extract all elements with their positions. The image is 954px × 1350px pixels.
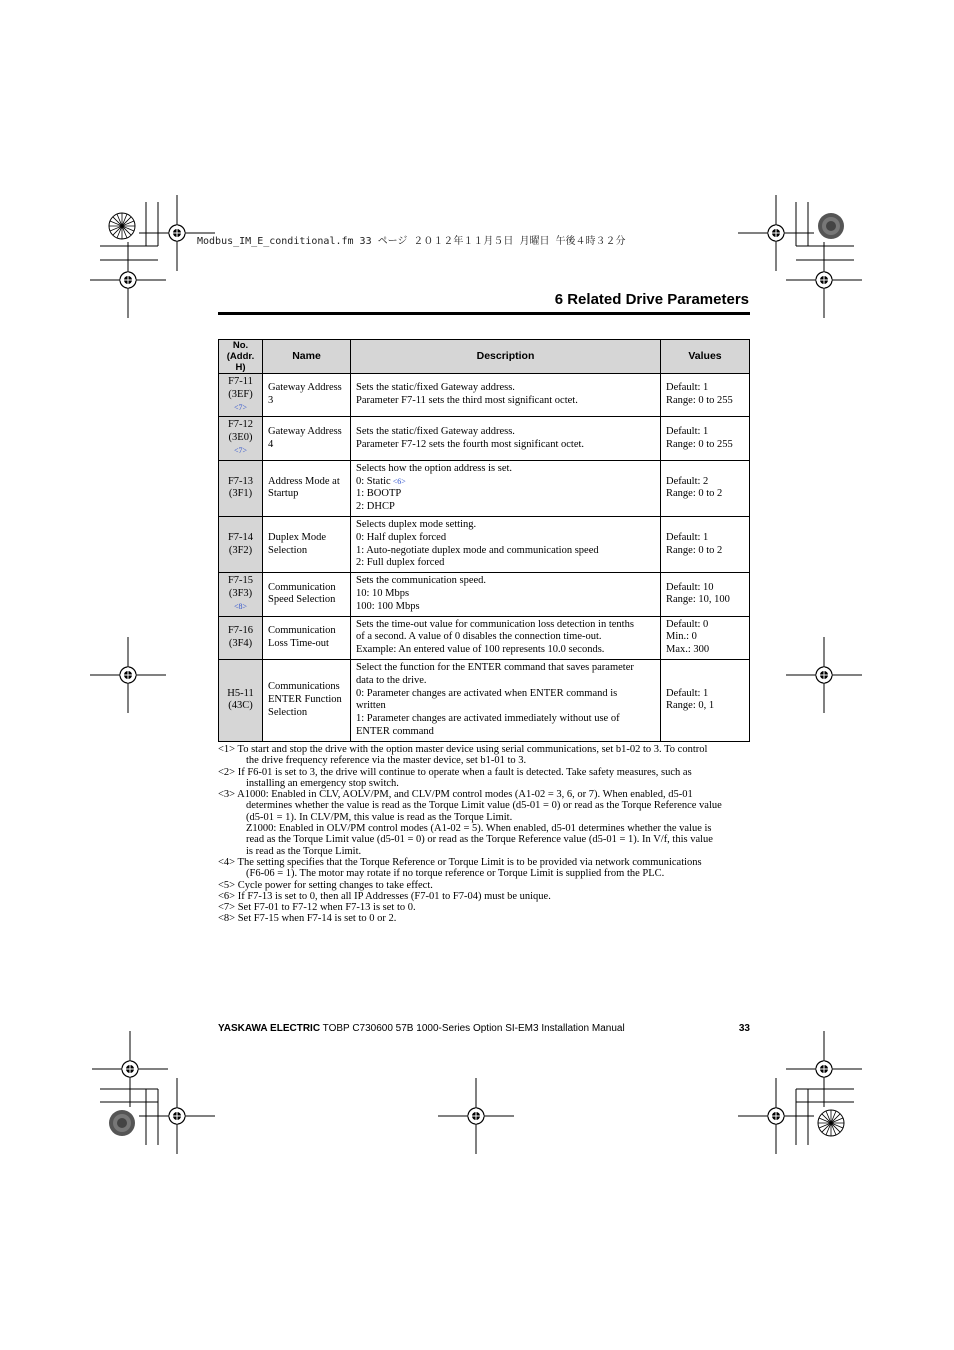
param-number-cell xyxy=(219,516,263,572)
param-name-cell-line: Gateway Address xyxy=(268,425,342,437)
param-description-cell-line: Selects how the option address is set. xyxy=(356,462,513,474)
param-values-cell xyxy=(661,374,750,417)
param-description-cell-line: ENTER command xyxy=(356,726,434,738)
table-body xyxy=(219,374,750,742)
param-name-cell-line: Communications xyxy=(268,681,340,693)
param-description-cell-line: 0: Static <6> xyxy=(356,475,406,487)
param-number-cell xyxy=(219,417,263,460)
param-values-cell xyxy=(661,573,750,616)
param-values-cell xyxy=(661,460,750,516)
table-header-row xyxy=(219,340,750,374)
table-row xyxy=(219,417,750,460)
param-number-cell xyxy=(219,374,263,417)
param-values-cell-line: Range: 0 to 2 xyxy=(666,488,723,500)
footnote-line: <4> The setting specifies that the Torque Reference or Torque Limit is to be provided via network communications xyxy=(218,856,702,868)
param-address: (3F1) xyxy=(228,488,253,500)
param-name-cell xyxy=(263,460,351,516)
param-name-cell xyxy=(263,374,351,417)
section-title: 6 Related Drive Parameters xyxy=(554,291,749,308)
description-reference-link[interactable]: <6> xyxy=(390,476,406,486)
param-number: F7-12 xyxy=(227,419,254,431)
param-description-cell xyxy=(351,516,661,572)
footnote xyxy=(218,744,750,767)
table-row xyxy=(219,516,750,572)
param-name-cell-line: ENTER Function xyxy=(268,694,342,706)
param-number: H5-11 xyxy=(227,687,254,699)
param-name-cell xyxy=(263,616,351,659)
footnote xyxy=(218,767,750,790)
param-description-cell-line: Sets the time-out value for communication loss detection in tenths xyxy=(356,618,634,630)
footnote-line: <8> Set F7-15 when F7-14 is set to 0 or 2. xyxy=(218,913,397,925)
param-description-cell-line: data to the drive. xyxy=(356,674,427,686)
param-description-cell-line: written xyxy=(356,700,386,712)
param-description-cell xyxy=(351,659,661,741)
param-values-cell-line: Range: 0 to 255 xyxy=(666,438,733,450)
param-description-cell-line: Parameter F7-11 sets the third most significant octet. xyxy=(356,395,578,407)
param-values-cell-line: Range: 0 to 255 xyxy=(666,395,733,407)
param-name-cell-line: Loss Time-out xyxy=(268,637,329,649)
param-values-cell xyxy=(661,659,750,741)
footnote-line: Z1000: Enabled in OLV/PM control modes (A1-02 = 5). When enabled, d5-01 determines whether the value is xyxy=(246,823,712,835)
param-reference-link[interactable]: <7> xyxy=(233,445,248,455)
param-number: F7-11 xyxy=(228,376,253,387)
param-name-cell xyxy=(263,417,351,460)
param-address: (3E0) xyxy=(228,432,253,444)
param-description-cell-line: 0: Half duplex forced xyxy=(356,531,447,543)
footnote-line: <7> Set F7-01 to F7-12 when F7-13 is set to 0. xyxy=(218,902,416,914)
param-description-cell-line: of a second. A value of 0 disables the connection time-out. xyxy=(356,631,602,643)
param-description-cell xyxy=(351,460,661,516)
param-values-cell-line: Range: 0 to 2 xyxy=(666,544,723,556)
param-values-cell-line: Default: 2 xyxy=(666,475,709,487)
footnote-line: (d5-01 = 1). In CLV/PM, this value is read as the Torque Limit. xyxy=(246,811,513,823)
header-name: Name xyxy=(263,340,351,374)
param-name-cell xyxy=(263,516,351,572)
param-address: (43C) xyxy=(228,700,253,712)
param-number-cell xyxy=(219,659,263,741)
header-no xyxy=(219,340,263,374)
header-no-label: No. xyxy=(232,340,249,351)
footnote-line: determines whether the value is read as the Torque Limit value (d5-01 = 0) or read as the Torque Reference value xyxy=(246,800,722,812)
param-description-cell-line: Sets the static/fixed Gateway address. xyxy=(356,425,515,437)
param-values-cell-line: Min.: 0 xyxy=(666,631,697,643)
footnote xyxy=(218,913,750,924)
param-number-cell xyxy=(219,616,263,659)
footnotes xyxy=(218,744,750,925)
param-values-cell-line: Max.: 300 xyxy=(666,644,710,656)
param-description-cell-line: 2: DHCP xyxy=(356,501,395,513)
param-number: F7-15 xyxy=(227,575,254,587)
param-address: (3F3) xyxy=(228,587,253,599)
header-values: Values xyxy=(661,340,750,374)
table-row xyxy=(219,573,750,616)
param-name-cell-line: Gateway Address xyxy=(268,382,342,394)
footnote xyxy=(218,880,750,891)
table-row xyxy=(219,616,750,659)
page-number: 33 xyxy=(738,1023,750,1034)
param-description-cell-line: Select the function for the ENTER command that saves parameter xyxy=(356,662,634,674)
param-reference-link[interactable]: <7> xyxy=(233,402,248,412)
param-address: (3F4) xyxy=(228,637,253,649)
footnote-line: is read as the Torque Limit. xyxy=(246,845,362,857)
param-values-cell xyxy=(661,417,750,460)
param-number-cell xyxy=(219,573,263,616)
table-row xyxy=(219,374,750,417)
param-name-cell-line: Duplex Mode xyxy=(268,531,327,543)
param-number: F7-16 xyxy=(227,624,254,636)
param-values-cell xyxy=(661,516,750,572)
footnote-line: <3> A1000: Enabled in CLV, AOLV/PM, and CLV/PM control modes (A1-02 = 3, 6, or 7). When enabled, d5-01 xyxy=(218,789,693,801)
param-name-cell-line: Communication xyxy=(268,624,336,636)
param-address: (3EF) xyxy=(228,388,253,400)
param-number-cell xyxy=(219,460,263,516)
param-description-cell-line: Selects duplex mode setting. xyxy=(356,518,477,530)
footer-brand: YASKAWA ELECTRIC xyxy=(218,1023,321,1034)
footer-doc: TOBP C730600 57B 1000-Series Option SI-EM3 Installation Manual xyxy=(322,1023,625,1034)
footnote-line: <2> If F6-01 is set to 3, the drive will continue to operate when a fault is detected. Take safety measures, such as xyxy=(218,766,692,778)
param-name-cell-line: 4 xyxy=(268,438,274,450)
param-name-cell-line: Startup xyxy=(268,488,299,500)
param-name-cell-line: Speed Selection xyxy=(268,594,336,606)
param-description-cell-line: 1: BOOTP xyxy=(356,488,402,500)
param-name-cell xyxy=(263,573,351,616)
param-name-cell xyxy=(263,659,351,741)
footnote-line: the drive frequency reference via the master device, set b1-01 to 3. xyxy=(246,755,527,767)
page-footer xyxy=(218,1023,750,1034)
footnote xyxy=(218,789,750,857)
param-description-cell-line: 1: Auto-negotiate duplex mode and communication speed xyxy=(356,544,599,556)
param-values-cell-line: Default: 10 xyxy=(666,581,714,593)
param-description-cell-line: 100: 100 Mbps xyxy=(356,600,420,612)
param-description-cell-line: Example: An entered value of 100 represents 10.0 seconds. xyxy=(356,644,605,656)
footnote-line: read as the Torque Limit value (d5-01 = 0) or read as the Torque Reference value (d5-01 = 1). In V/f, this value xyxy=(246,834,713,846)
param-number: F7-13 xyxy=(227,475,254,487)
param-name-cell-line: Selection xyxy=(268,544,308,556)
param-values-cell-line: Default: 1 xyxy=(666,382,709,394)
param-description-cell-line: Parameter F7-12 sets the fourth most significant octet. xyxy=(356,438,585,450)
footnote-line: installing an emergency stop switch. xyxy=(246,777,399,789)
param-address: (3F2) xyxy=(228,544,253,556)
file-info-line: Modbus_IM_E_conditional.fm 33 ページ ２０１２年１１月５日 月曜日 午後４時３２分 xyxy=(197,236,626,247)
param-values-cell-line: Default: 1 xyxy=(666,687,709,699)
header-addr-label: (Addr. H) xyxy=(226,351,255,373)
footnote-line: (F6-06 = 1). The motor may rotate if no torque reference or Torque Limit is supplied from the PLC. xyxy=(246,868,665,880)
param-description-cell-line: 2: Full duplex forced xyxy=(356,557,445,569)
param-description-cell xyxy=(351,417,661,460)
footnote-line: <6> If F7-13 is set to 0, then all IP Addresses (F7-01 to F7-04) must be unique. xyxy=(218,890,551,902)
table-row xyxy=(219,460,750,516)
footnote-line: <1> To start and stop the drive with the option master device using serial communications, set b1-02 to 3. To control xyxy=(218,744,708,755)
param-values-cell-line: Default: 0 xyxy=(666,618,709,630)
footnote-line: <5> Cycle power for setting changes to take effect. xyxy=(218,879,433,891)
param-reference-link[interactable]: <8> xyxy=(233,601,248,611)
footer-doc-info xyxy=(218,1023,625,1034)
table-row xyxy=(219,659,750,741)
param-description-cell-line: 10: 10 Mbps xyxy=(356,587,410,599)
param-values-cell-line: Default: 1 xyxy=(666,531,709,543)
param-values-cell-line: Range: 0, 1 xyxy=(666,700,715,712)
param-description-cell-line: Sets the static/fixed Gateway address. xyxy=(356,382,515,394)
param-description-cell-line: 1: Parameter changes are activated immediately without use of xyxy=(356,713,620,725)
footnote xyxy=(218,857,750,880)
title-rule xyxy=(218,312,750,315)
footnote xyxy=(218,891,750,902)
header-description: Description xyxy=(351,340,661,374)
param-description-cell xyxy=(351,616,661,659)
param-name-cell-line: Communication xyxy=(268,581,336,593)
param-description-cell-line: 0: Parameter changes are activated when ENTER command is xyxy=(356,687,618,699)
param-values-cell-line: Default: 1 xyxy=(666,425,709,437)
param-description-cell xyxy=(351,374,661,417)
footnote xyxy=(218,902,750,913)
parameter-table xyxy=(218,339,750,742)
param-name-cell-line: Selection xyxy=(268,706,308,718)
param-number: F7-14 xyxy=(227,531,254,543)
param-description-cell xyxy=(351,573,661,616)
param-values-cell xyxy=(661,616,750,659)
param-name-cell-line: 3 xyxy=(268,395,274,407)
param-description-cell-line: Sets the communication speed. xyxy=(356,575,487,587)
param-name-cell-line: Address Mode at xyxy=(268,475,340,487)
param-values-cell-line: Range: 10, 100 xyxy=(666,594,730,606)
